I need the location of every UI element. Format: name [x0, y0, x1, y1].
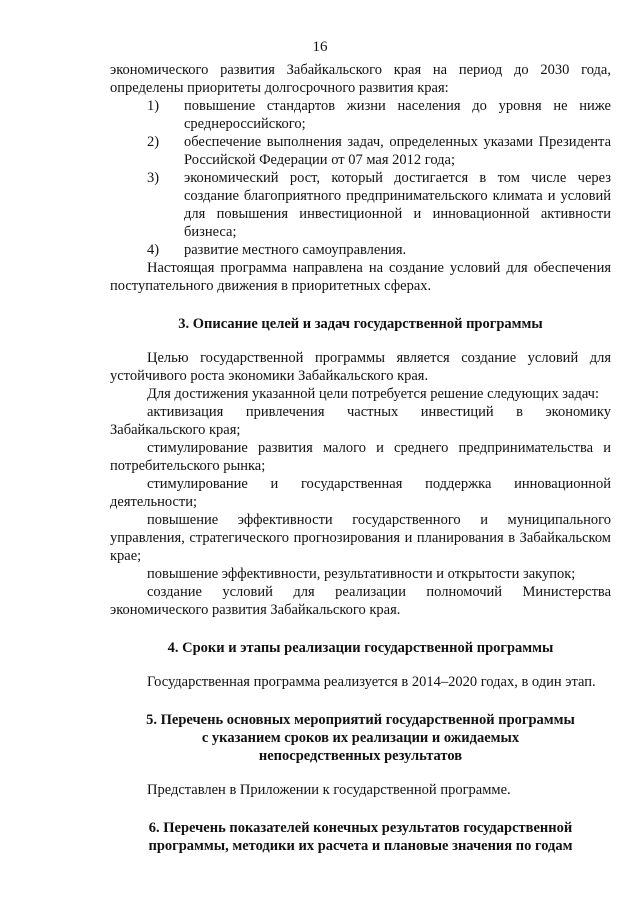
intro-paragraph: экономического развития Забайкальского края на период до 2030 года, определены приоритеты долгосрочного развития края:	[110, 62, 611, 96]
section-6-heading-line: 6. Перечень показателей конечных результатов государственной	[148, 820, 573, 836]
section-3-heading: 3. Описание целей и задач государственной программы	[178, 316, 543, 332]
priority-number: 1)	[147, 98, 160, 114]
priority-number: 4)	[147, 242, 160, 258]
section-5-heading-line: 5. Перечень основных мероприятий государственной программы	[146, 712, 575, 728]
priority-text: экономический рост, который достигается в том числе через создание благоприятного предпринимательского климата и условий для повышения инвестиционной и инновационной активности бизнеса;	[184, 170, 611, 240]
task-item: повышение эффективности, результативности и открытости закупок;	[147, 566, 576, 582]
section-3-goal: Целью государственной программы является создание условий для устойчивого роста экономики Забайкальского края.	[110, 350, 611, 384]
priority-text: обеспечение выполнения задач, определенных указами Президента Российской Федерации от 07 мая 2012 года;	[184, 134, 611, 168]
priority-text: развитие местного самоуправления.	[184, 242, 407, 258]
task-item: стимулирование развития малого и среднего предпринимательства и потребительского рынка;	[110, 440, 611, 474]
section-5-heading-line: непосредственных результатов	[258, 748, 463, 764]
priority-item-2	[110, 133, 611, 169]
task-item: повышение эффективности государственного и муниципального управления, стратегического прогнозирования и планирования в Забайкальском крае;	[110, 512, 611, 564]
priority-number: 3)	[147, 170, 160, 186]
priority-number: 2)	[147, 134, 160, 150]
priority-item-4	[110, 241, 611, 259]
intro-closing-paragraph: Настоящая программа направлена на создание условий для обеспечения поступательного движения в приоритетных сферах.	[110, 260, 611, 294]
section-6-heading-line: программы, методики их расчета и плановые значения по годам	[148, 838, 573, 854]
priority-text: повышение стандартов жизни населения до уровня не ниже среднероссийского;	[184, 98, 611, 132]
task-item: стимулирование и государственная поддержка инновационной деятельности;	[110, 476, 611, 510]
task-item: создание условий для реализации полномочий Министерства экономического развития Забайкальского края.	[110, 584, 611, 618]
priority-item-3	[110, 169, 611, 241]
priority-item-1	[110, 97, 611, 133]
section-4-heading: 4. Сроки и этапы реализации государственной программы	[167, 640, 554, 656]
task-item: активизация привлечения частных инвестиций в экономику Забайкальского края;	[110, 404, 611, 438]
section-6-heading	[110, 819, 611, 855]
section-5-heading-line: с указанием сроков их реализации и ожидаемых	[201, 730, 520, 746]
page-number: 16	[312, 39, 328, 55]
section-3-tasks-intro: Для достижения указанной цели потребуется решение следующих задач:	[147, 386, 600, 402]
section-4-text: Государственная программа реализуется в 2014–2020 годах, в один этап.	[147, 674, 596, 690]
document-body	[110, 61, 611, 855]
section-5-text: Представлен в Приложении к государственной программе.	[147, 782, 511, 798]
section-5-heading	[110, 711, 611, 765]
